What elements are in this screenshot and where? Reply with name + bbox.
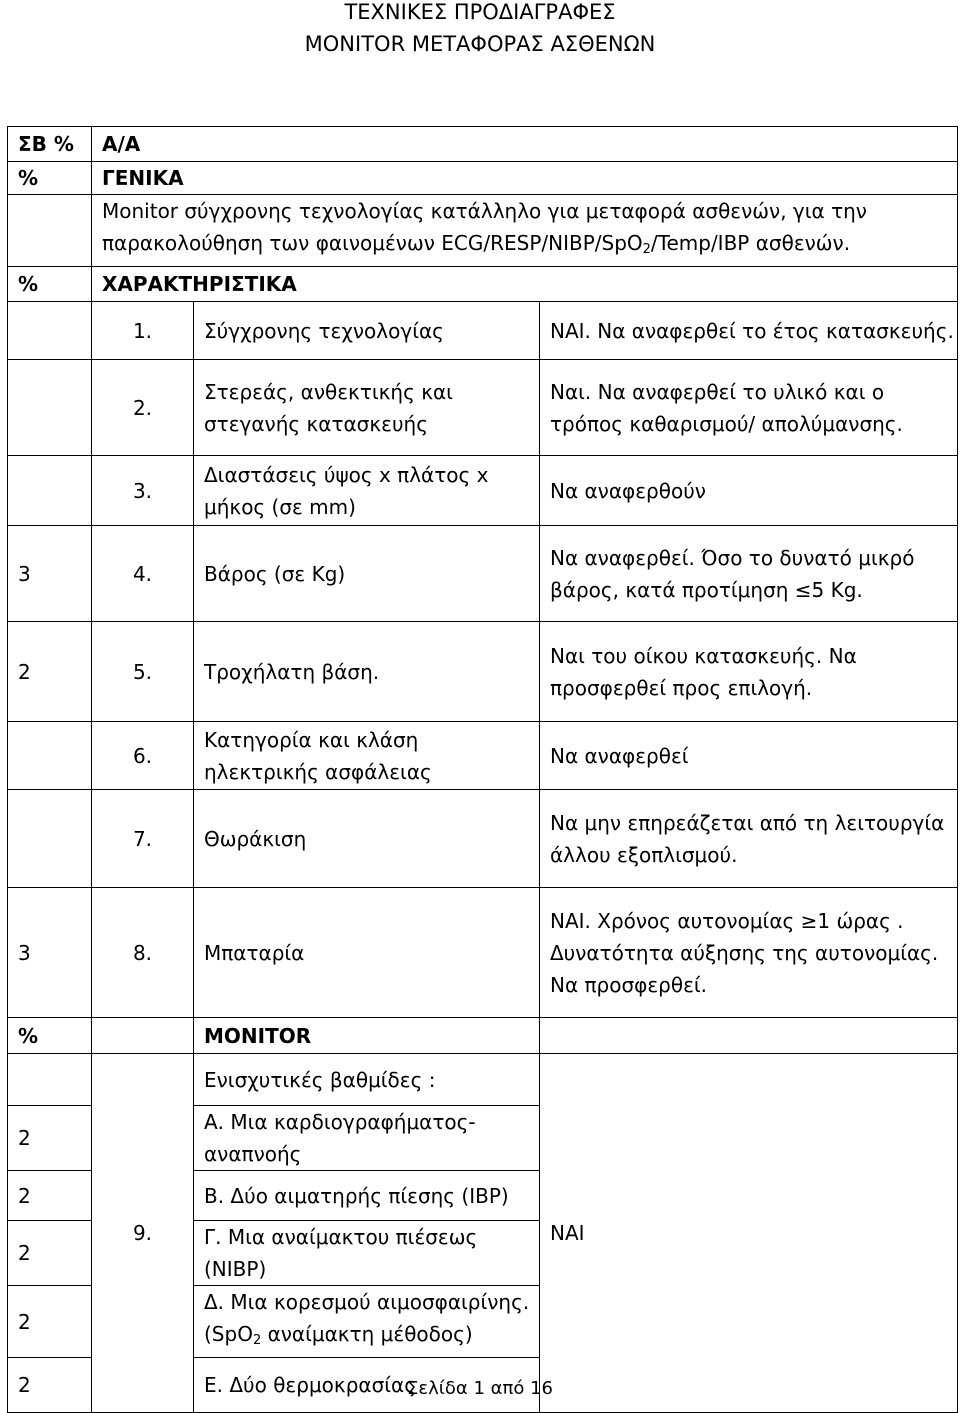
table-row: 3 4. Βάρος (σε Kg) Να αναφερθεί. Όσο το δυνατό μικρό βάρος, κατά προτίμηση ≤5 Kg. bbox=[8, 526, 958, 622]
general-description: Monitor σύγχρονης τεχνολογίας κατάλληλο για μεταφορά ασθενών, για την παρακολούθηση των φαινομένων ECG/RESP/NIBP/SpO$_2$/Temp/IBP ασθενών. bbox=[92, 195, 958, 267]
amplifiers-row bbox=[8, 1054, 958, 1106]
monitor-pct: % bbox=[8, 1018, 92, 1054]
characteristics-pct: % bbox=[8, 267, 92, 302]
header-weight: ΣΒ % bbox=[8, 127, 92, 162]
table-row: 2 Ε. Δύο θερμοκρασίας bbox=[8, 1358, 958, 1413]
general-description-row bbox=[8, 195, 958, 267]
monitor-number: 9. bbox=[92, 1054, 194, 1413]
monitor-requirement: ΝΑΙ bbox=[540, 1054, 958, 1413]
table-row: 2 Α. Μια καρδιογραφήματος-αναπνοής bbox=[8, 1106, 958, 1171]
table-header-row bbox=[8, 127, 958, 162]
table-row: 7. Θωράκιση Να μην επηρεάζεται από τη λειτουργία άλλου εξοπλισμού. bbox=[8, 790, 958, 888]
table-row: 2 Β. Δύο αιματηρής πίεσης (IBP) bbox=[8, 1171, 958, 1221]
table-row: 2 Δ. Μια κορεσμού αιμοσφαιρίνης. (SpO$_2$ αναίμακτη μέθοδος) bbox=[8, 1286, 958, 1358]
doc-title-line2: MONITOR ΜΕΤΑΦΟΡΑΣ ΑΣΘΕΝΩΝ bbox=[304, 32, 656, 56]
table-row: 2 5. Τροχήλατη βάση. Ναι του οίκου κατασκευής. Να προσφερθεί προς επιλογή. bbox=[8, 622, 958, 722]
table-row: 3 8. Μπαταρία ΝΑΙ. Χρόνος αυτονομίας ≥1 ώρας . Δυνατότητα αύξησης της αυτονομίας. Να προσφερθεί. bbox=[8, 888, 958, 1018]
amplifiers-label: Ενισχυτικές βαθμίδες : bbox=[194, 1054, 540, 1106]
section-characteristics-row bbox=[8, 267, 958, 302]
table-row: 3. Διαστάσεις ύψος x πλάτος x μήκος (σε mm) Να αναφερθούν bbox=[8, 456, 958, 526]
general-pct: % bbox=[8, 162, 92, 195]
section-monitor-row bbox=[8, 1018, 958, 1054]
specs-table bbox=[7, 126, 958, 1413]
table-row: 1. Σύγχρονης τεχνολογίας ΝΑΙ. Να αναφερθεί το έτος κατασκευής. bbox=[8, 302, 958, 360]
table-row: 2 Γ. Μια αναίμακτου πιέσεως (NIBP) bbox=[8, 1221, 958, 1286]
header-number: Α/Α bbox=[92, 127, 958, 162]
table-row: 6. Κατηγορία και κλάση ηλεκτρικής ασφάλειας Να αναφερθεί bbox=[8, 722, 958, 790]
section-general-row bbox=[8, 162, 958, 195]
doc-title-line1: ΤΕΧΝΙΚΕΣ ΠΡΟΔΙΑΓΡΑΦΕΣ bbox=[344, 0, 616, 24]
section-general-label: ΓΕΝΙΚΑ bbox=[92, 162, 958, 195]
section-monitor-label: MONITOR bbox=[194, 1018, 540, 1054]
page-footer: Σελίδα 1 από 16 bbox=[407, 1378, 553, 1399]
table-row: 2. Στερεάς, ανθεκτικής και στεγανής κατασκευής Ναι. Να αναφερθεί το υλικό και ο τρόπος καθαρισμού/ απολύμανσης. bbox=[8, 360, 958, 456]
section-characteristics-label: ΧΑΡΑΚΤΗΡΙΣΤΙΚΑ bbox=[92, 267, 958, 302]
